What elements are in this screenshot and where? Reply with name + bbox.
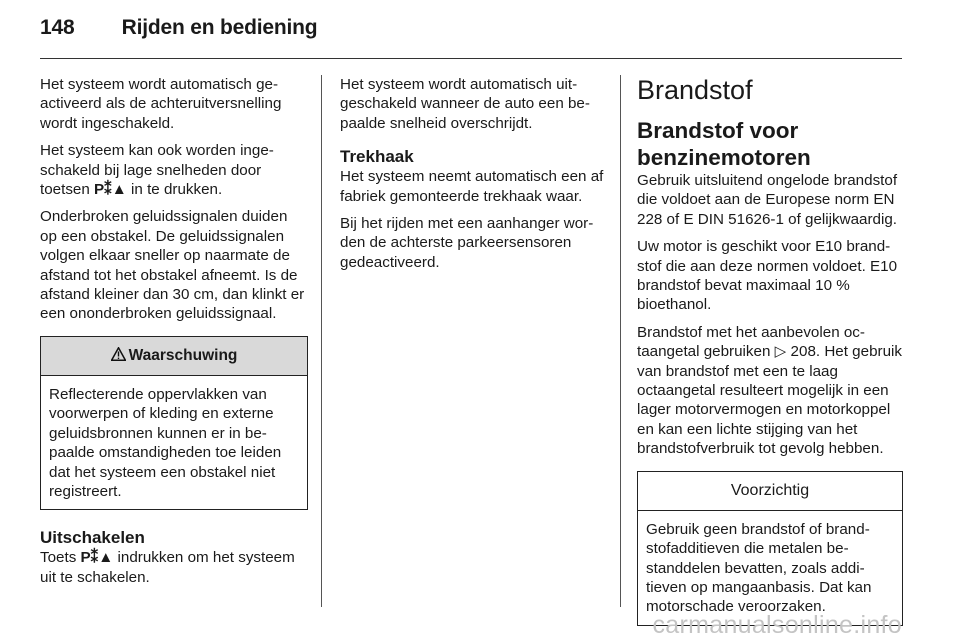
text: indrukken om het systeem uit te schakelen. bbox=[40, 549, 295, 586]
column-2 bbox=[340, 75, 606, 280]
section-title: Rijden en bediening bbox=[121, 16, 318, 39]
paragraph bbox=[40, 548, 308, 587]
heading-fuel-petrol: Brandstof voor benzinemotoren bbox=[637, 118, 811, 170]
warning-box bbox=[40, 336, 308, 510]
paragraph: Het systeem neemt automatisch een af fabriek gemonteerde trekhaak waar. bbox=[340, 168, 604, 205]
heading-switch-off: Uitschakelen bbox=[40, 528, 145, 548]
warning-header bbox=[41, 337, 307, 376]
warning-triangle-icon bbox=[111, 347, 126, 361]
paragraph: Onderbroken geluidssignalen duiden op een obstakel. De geluidssignalen volgen elkaar sneller op naarmate de afstand tot het obstakel afneemt. Is de afstand kleiner dan 30 cm, dan klinkt er een ononderbroken geluidssignaal. bbox=[40, 208, 305, 323]
text: Toets bbox=[40, 549, 81, 567]
watermark: carmanualsonline.info bbox=[652, 611, 902, 639]
page-reference-icon: ▷ bbox=[774, 343, 787, 361]
text: 208. Het gebruik van brandstof met een te laag octaangetal resulteert mogelijk in een lager motorvermogen en motorkoppel en kan een lichte stijging van het brandstofverbruik tot gevolg hebben. bbox=[637, 343, 902, 458]
warning-title: Waarschuwing bbox=[128, 346, 238, 364]
warning-body: Reflecterende oppervlakken van voorwerpen of kleding en externe geluidsbronnen kunnen er in bepaalde omstandigheden toe leiden dat het systeem een obstakel niet registreert. bbox=[49, 385, 282, 500]
text: Brandstof met het aanbevolen octaangetal gebruiken bbox=[637, 323, 865, 361]
heading-fuel: Brandstof bbox=[637, 75, 753, 105]
page-number: 148 bbox=[40, 16, 75, 39]
page-header bbox=[40, 16, 317, 50]
column-3 bbox=[637, 75, 903, 626]
park-pilot-icon: P⁑▲ bbox=[94, 181, 127, 199]
paragraph bbox=[637, 323, 903, 459]
paragraph: Het systeem wordt automatisch uitgeschakeld wanneer de auto een bepaalde snelheid overschrijdt. bbox=[340, 76, 590, 132]
header-rule bbox=[40, 58, 902, 59]
column-1 bbox=[40, 75, 308, 595]
park-pilot-icon: P⁑▲ bbox=[80, 549, 114, 567]
caution-body: Gebruik geen brandstof of brandstofadditieven die metalen bestanddelen bevatten, zoals additieven op mangaanbasis. Dat kan motorschade veroorzaken. bbox=[646, 520, 872, 616]
caution-title: Voorzichtig bbox=[638, 472, 902, 511]
paragraph bbox=[40, 141, 308, 199]
column-divider-1 bbox=[321, 75, 322, 607]
column-divider-2 bbox=[620, 75, 621, 607]
text: in te drukken. bbox=[126, 181, 223, 199]
paragraph: Gebruik uitsluitend ongelode brandstof die voldoet aan de Europese norm EN 228 of E DIN 51626-1 of gelijkwaardig. bbox=[637, 172, 898, 228]
paragraph: Bij het rijden met een aanhanger worden de achterste parkeersensoren gedeactiveerd. bbox=[340, 215, 594, 271]
text: Het systeem kan ook worden ingeschakeld bij lage snelheden door toetsen bbox=[40, 142, 274, 199]
paragraph: Uw motor is geschikt voor E10 brandstof die aan deze normen voldoet. E10 brandstof bevat maximaal 10 % bioethanol. bbox=[637, 238, 898, 314]
paragraph: Het systeem wordt automatisch geactiveerd als de achteruitversnelling wordt ingeschakeld. bbox=[40, 76, 282, 132]
heading-towbar: Trekhaak bbox=[340, 147, 414, 167]
caution-box bbox=[637, 471, 903, 626]
